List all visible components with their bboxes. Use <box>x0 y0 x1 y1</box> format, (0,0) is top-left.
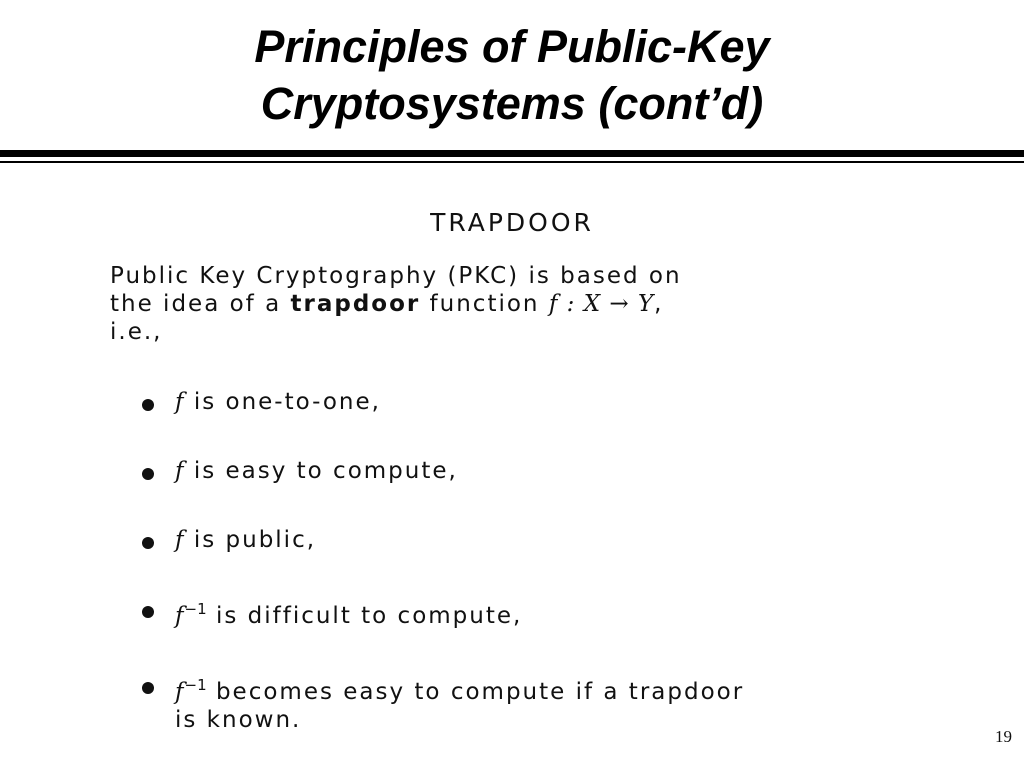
function-symbol: f <box>175 389 185 415</box>
bullet-icon <box>142 606 154 618</box>
list-item-text: is one-to-one, <box>184 389 381 415</box>
function-symbol: f <box>175 679 185 705</box>
intro-line-2-middle: function <box>420 291 549 317</box>
intro-line-1: Public Key Cryptography (PKC) is based on <box>110 263 682 289</box>
inverse-exponent: −1 <box>184 600 207 618</box>
list-item-text: is public, <box>184 527 317 553</box>
section-heading: TRAPDOOR <box>430 208 594 237</box>
list-item <box>140 388 940 416</box>
list-item <box>140 671 940 734</box>
title-divider-thick <box>0 150 1024 157</box>
bullet-icon <box>142 682 154 694</box>
slide-title-line-1: Principles of Public-Key <box>254 21 770 72</box>
trapdoor-term: trapdoor <box>290 291 421 317</box>
list-item-text: is easy to compute, <box>184 458 458 484</box>
list-item <box>140 526 940 554</box>
function-symbol: f <box>175 603 185 629</box>
slide-title-line-2: Cryptosystems (cont’d) <box>260 78 764 129</box>
intro-paragraph <box>110 262 930 346</box>
page-number: 19 <box>995 727 1012 746</box>
list-item <box>140 595 940 630</box>
slide-title <box>0 18 1024 132</box>
list-item-continuation: is known. <box>175 707 302 733</box>
function-symbol: f <box>175 527 185 553</box>
intro-line-2-prefix: the idea of a <box>110 291 291 317</box>
title-divider-thin <box>0 161 1024 163</box>
inverse-exponent: −1 <box>184 676 207 694</box>
function-signature: f : X → Y <box>548 291 655 317</box>
intro-line-2 <box>110 290 930 318</box>
list-item-text: is difficult to compute, <box>206 603 523 629</box>
function-symbol: f <box>175 458 185 484</box>
bullet-icon <box>142 399 154 411</box>
bullet-icon <box>142 468 154 480</box>
list-item-text: becomes easy to compute if a trapdoor <box>206 679 745 705</box>
bullet-icon <box>142 537 154 549</box>
property-list <box>140 388 940 734</box>
list-item <box>140 457 940 485</box>
intro-line-2-end: , <box>654 291 664 317</box>
intro-line-3: i.e., <box>110 319 163 345</box>
